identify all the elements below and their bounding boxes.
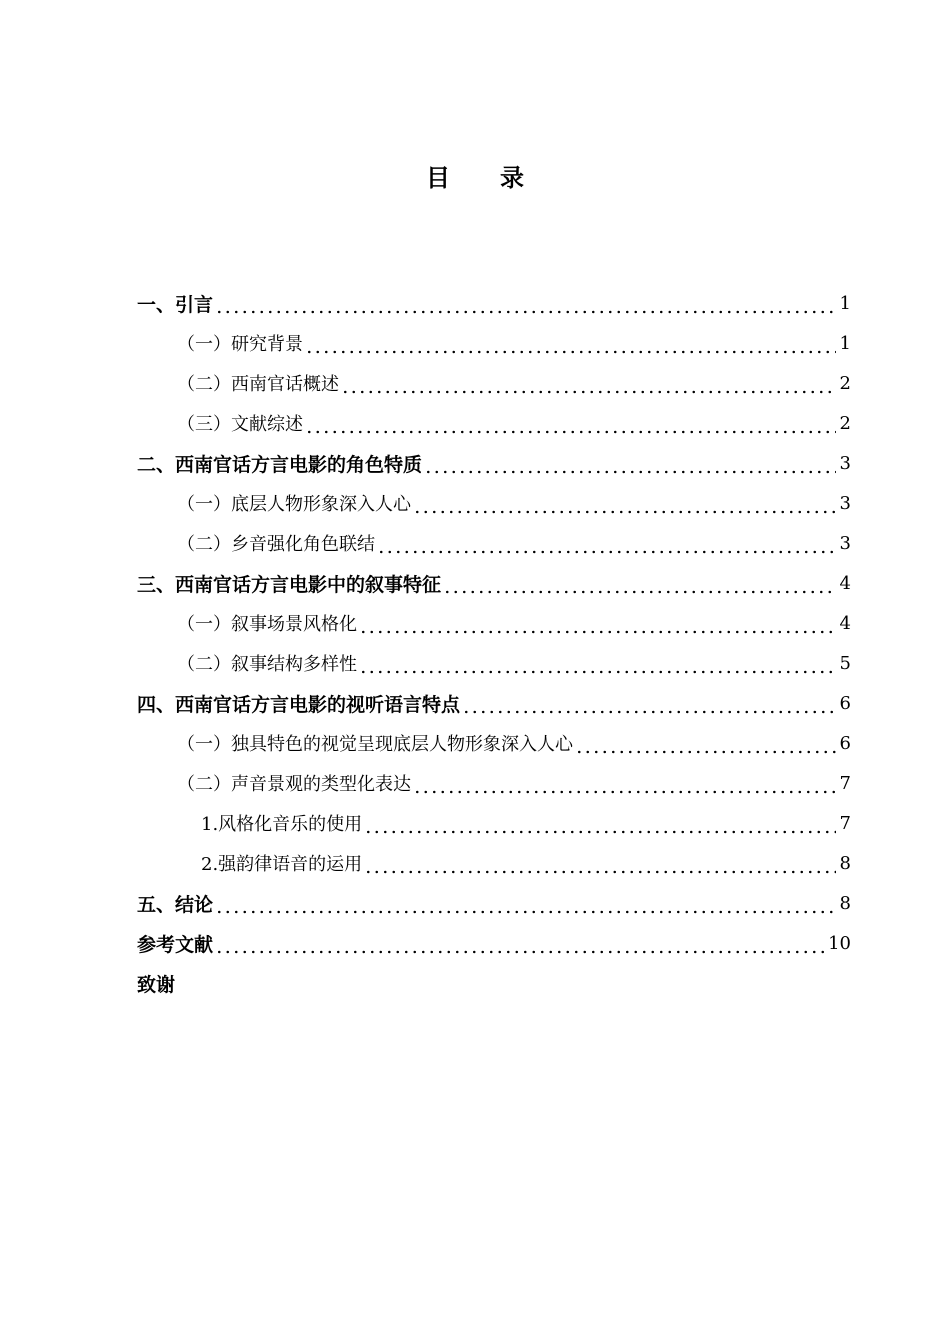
toc-entry-title: 2.强韵律语音的运用 (201, 854, 363, 875)
toc-entry-character-traits[interactable] (137, 443, 851, 483)
toc-entry-stylized-music[interactable] (137, 803, 851, 843)
toc-dot-leader (215, 298, 836, 314)
toc-entry-title: （二）声音景观的类型化表达 (177, 774, 411, 795)
toc-page-number: 3 (839, 492, 851, 514)
toc-dot-leader (462, 698, 836, 714)
toc-entry-title: 致谢 (137, 973, 176, 996)
toc-entry-southwest-mandarin-overview[interactable] (137, 363, 851, 403)
toc-entry-research-background[interactable] (137, 323, 851, 363)
toc-entry-audiovisual-language[interactable] (137, 683, 851, 723)
page-title-char-2: 录 (500, 164, 524, 192)
toc-page-number: 10 (828, 932, 851, 954)
toc-page-number: 2 (839, 412, 851, 434)
toc-entry-title: 五、结论 (137, 893, 214, 916)
toc-page-number: 4 (839, 612, 851, 634)
toc-dot-leader (364, 858, 835, 874)
toc-dot-leader (443, 578, 836, 594)
toc-entry-introduction[interactable] (137, 283, 851, 323)
toc-entry-title: （一）底层人物形象深入人心 (177, 494, 411, 515)
toc-entry-literature-review[interactable] (137, 403, 851, 443)
toc-page-number: 8 (839, 892, 851, 914)
toc-dot-leader (377, 538, 836, 554)
toc-dot-leader (359, 618, 836, 634)
toc-entry-title: （一）研究背景 (177, 334, 303, 355)
toc-page-number: 8 (839, 852, 851, 874)
toc-dot-leader (305, 418, 836, 434)
page-title-char-1: 目 (426, 164, 450, 192)
toc-entry-acknowledgements[interactable] (137, 963, 851, 1003)
toc-dot-leader (413, 778, 836, 794)
toc-entry-soundscape[interactable] (137, 763, 851, 803)
toc-page-number: 7 (839, 772, 851, 794)
toc-entry-local-accent-bond[interactable] (137, 523, 851, 563)
toc-entry-narrative-features[interactable] (137, 563, 851, 603)
toc-entry-visual-presentation[interactable] (137, 723, 851, 763)
toc-entry-title: （一）叙事场景风格化 (177, 614, 357, 635)
toc-page-number: 6 (839, 692, 851, 714)
toc-entry-references[interactable] (137, 923, 851, 963)
toc-entry-title: 1.风格化音乐的使用 (201, 814, 363, 835)
toc-entry-title: 二、西南官话方言电影的角色特质 (137, 453, 423, 476)
toc-entry-title: （二）西南官话概述 (177, 374, 339, 395)
toc-dot-leader (413, 498, 836, 514)
toc-entry-title: （一）独具特色的视觉呈现底层人物形象深入人心 (177, 734, 573, 755)
toc-page-number: 1 (839, 332, 851, 354)
toc-dot-leader (305, 338, 836, 354)
toc-entry-grassroots-characters[interactable] (137, 483, 851, 523)
toc-page-number: 5 (839, 652, 851, 674)
toc-page-number: 1 (839, 292, 851, 314)
toc-dot-leader (341, 378, 836, 394)
toc-dot-leader (575, 738, 836, 754)
toc-page-number: 4 (839, 572, 851, 594)
toc-dot-leader (359, 658, 836, 674)
toc-dot-leader (215, 898, 836, 914)
toc-entry-title: （三）文献综述 (177, 414, 303, 435)
toc-entry-title: 一、引言 (137, 293, 214, 316)
toc-entry-narrative-structure[interactable] (137, 643, 851, 683)
toc-page-number: 6 (839, 732, 851, 754)
toc-entry-title: 三、西南官话方言电影中的叙事特征 (137, 573, 442, 596)
toc-entry-rhythmic-speech[interactable] (137, 843, 851, 883)
toc-entry-title: 四、西南官话方言电影的视听语言特点 (137, 693, 461, 716)
toc-entry-title: （二）乡音强化角色联结 (177, 534, 375, 555)
table-of-contents (137, 283, 851, 1003)
toc-entry-conclusion[interactable] (137, 883, 851, 923)
toc-dot-leader (215, 938, 824, 954)
toc-page-number: 3 (839, 452, 851, 474)
toc-entry-title: （二）叙事结构多样性 (177, 654, 357, 675)
toc-dot-leader (424, 458, 836, 474)
page-title (0, 160, 950, 196)
toc-page-number: 2 (839, 372, 851, 394)
toc-page-number: 3 (839, 532, 851, 554)
toc-entry-stylized-scenes[interactable] (137, 603, 851, 643)
toc-page-number: 7 (839, 812, 851, 834)
toc-entry-title: 参考文献 (137, 933, 214, 956)
toc-dot-leader (364, 818, 835, 834)
